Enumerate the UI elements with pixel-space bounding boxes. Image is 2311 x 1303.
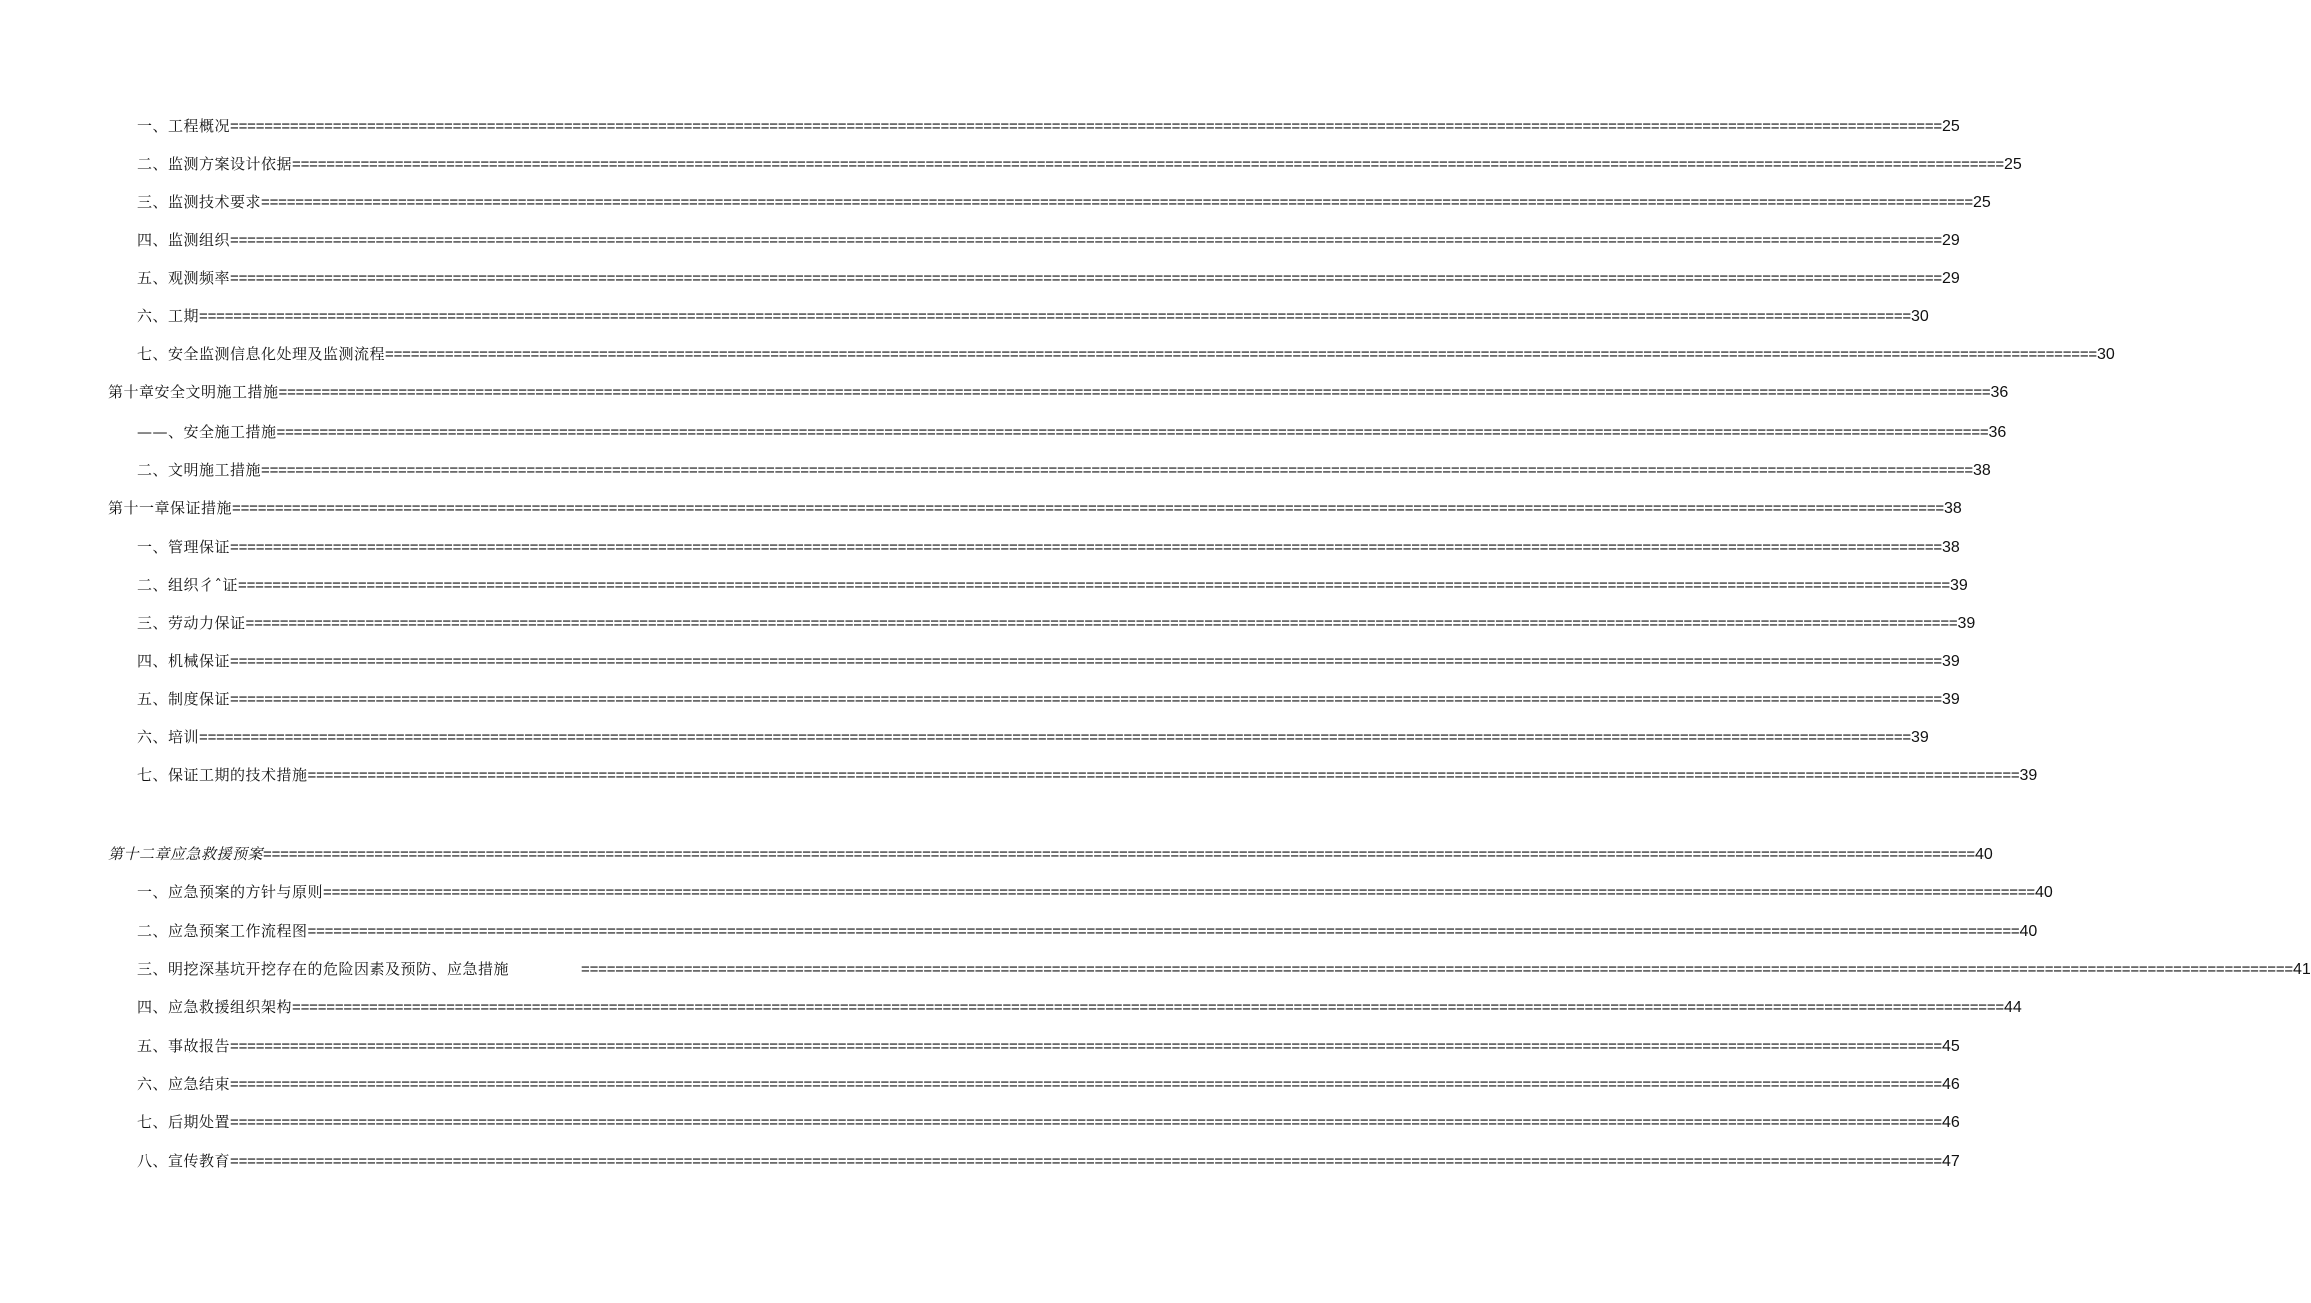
toc-leader: ======================================================================================================================================================================================================== xyxy=(581,961,2293,978)
toc-page-number: 29 xyxy=(1941,232,1960,249)
toc-leader: ======================================================================================================================================================================================================== xyxy=(307,923,2020,940)
toc-entry[interactable] xyxy=(137,919,2038,943)
toc-page-number: 38 xyxy=(1941,539,1960,556)
toc-entry[interactable] xyxy=(137,342,2115,366)
toc-leader: ======================================================================================================================================================================================================== xyxy=(261,462,1973,479)
toc-entry-title: 八、宣传教育 xyxy=(137,1152,231,1170)
toc-page-number: 25 xyxy=(2003,156,2022,173)
toc-leader: ======================================================================================================================================================================================================== xyxy=(276,424,1989,441)
toc-leader: ======================================================================================================================================================================================================== xyxy=(385,346,2097,363)
toc-entry-title: 二、应急预案工作流程图 xyxy=(137,922,308,940)
toc-page-number: 45 xyxy=(1941,1038,1960,1055)
toc-entry[interactable] xyxy=(137,114,1960,138)
toc-leader: ======================================================================================================================================================================================================== xyxy=(245,615,1958,632)
toc-page-number: 39 xyxy=(1910,729,1929,746)
toc-leader: ======================================================================================================================================================================================================== xyxy=(261,194,1973,211)
toc-entry-title: 第十二章应急救援预案 xyxy=(108,845,264,863)
toc-entry[interactable] xyxy=(108,496,1962,520)
toc-entry-title: 第十一章保证措施 xyxy=(108,499,233,517)
toc-entry[interactable] xyxy=(137,1110,1960,1134)
toc-page-number: 25 xyxy=(1972,194,1991,211)
toc-entry-title: 一、应急预案的方针与原则 xyxy=(137,883,324,901)
toc-entry[interactable] xyxy=(137,458,1991,482)
toc-page-number: 30 xyxy=(1910,308,1929,325)
toc-entry-title: 六、工期 xyxy=(137,307,200,325)
toc-leader: ======================================================================================================================================================================================================== xyxy=(230,1153,1942,1170)
toc-page-number: 47 xyxy=(1941,1153,1960,1170)
toc-entry[interactable] xyxy=(137,880,2053,904)
toc-leader: ======================================================================================================================================================================================================== xyxy=(307,767,2020,784)
toc-leader: ======================================================================================================================================================================================================== xyxy=(199,308,1911,325)
toc-entry-title: 七、安全监测信息化处理及监测流程 xyxy=(137,345,386,363)
toc-entry-title: 二、监测方案设计依据 xyxy=(137,155,293,173)
toc-page-number: 46 xyxy=(1941,1114,1960,1131)
toc-page-number: 36 xyxy=(1988,424,2007,441)
toc-entry[interactable] xyxy=(137,190,1991,214)
toc-entry[interactable] xyxy=(108,380,2009,404)
toc-page-number: 38 xyxy=(1972,462,1991,479)
toc-page-number: 39 xyxy=(1941,653,1960,670)
toc-page-number: 39 xyxy=(1949,577,1968,594)
toc-entry[interactable] xyxy=(137,725,1929,749)
toc-page-number: 46 xyxy=(1941,1076,1960,1093)
toc-page-number: 40 xyxy=(2019,923,2038,940)
toc-page-number: 39 xyxy=(1957,615,1976,632)
toc-page-number: 36 xyxy=(1990,384,2009,401)
toc-leader: ======================================================================================================================================================================================================== xyxy=(292,999,2004,1016)
toc-entry[interactable] xyxy=(108,842,1993,866)
toc-leader: ======================================================================================================================================================================================================== xyxy=(238,577,1950,594)
toc-entry-title: 第十章安全文明施工措施 xyxy=(108,383,279,401)
toc-entry-title: ——、安全施工措施 xyxy=(137,423,277,441)
toc-page-number: 40 xyxy=(1974,846,1993,863)
toc-leader: ======================================================================================================================================================================================================== xyxy=(230,539,1942,556)
toc-entry[interactable] xyxy=(137,420,2007,444)
toc-page-number: 41 xyxy=(2292,961,2311,978)
toc-page-number: 29 xyxy=(1941,270,1960,287)
toc-entry-title: 四、监测组织 xyxy=(137,231,231,249)
toc-leader: ======================================================================================================================================================================================================== xyxy=(230,118,1942,135)
toc-leader: ======================================================================================================================================================================================================== xyxy=(230,1114,1942,1131)
toc-entry[interactable] xyxy=(137,957,2311,981)
toc-page-number: 39 xyxy=(2019,767,2038,784)
toc-entry[interactable] xyxy=(137,573,1968,597)
toc-entry-title: 一、管理保证 xyxy=(137,538,231,556)
toc-entry-title: 六、培训 xyxy=(137,728,200,746)
toc-entry-title: 二、文明施工措施 xyxy=(137,461,262,479)
toc-entry[interactable] xyxy=(137,687,1960,711)
toc-entry-title: 四、机械保证 xyxy=(137,652,231,670)
toc-entry[interactable] xyxy=(137,649,1960,673)
toc-entry[interactable] xyxy=(137,1149,1960,1173)
toc-entry-title: 七、后期处置 xyxy=(137,1113,231,1131)
toc-entry-title: 五、观测频率 xyxy=(137,269,231,287)
toc-entry-title: 五、制度保证 xyxy=(137,690,231,708)
toc-entry[interactable] xyxy=(137,763,2038,787)
toc-entry-title: 三、明挖深基坑开挖存在的危险因素及预防、应急措施 xyxy=(137,960,510,978)
toc-entry-title: 三、监测技术要求 xyxy=(137,193,262,211)
toc-entry[interactable] xyxy=(137,304,1929,328)
toc-leader: ======================================================================================================================================================================================================== xyxy=(230,653,1942,670)
toc-page-number: 30 xyxy=(2096,346,2115,363)
toc-leader: ======================================================================================================================================================================================================== xyxy=(323,884,2035,901)
toc-entry-title: 二、组织彳ˆ证 xyxy=(137,576,239,594)
toc-page-number: 38 xyxy=(1943,500,1962,517)
toc-entry[interactable] xyxy=(137,266,1960,290)
toc-leader: ======================================================================================================================================================================================================== xyxy=(230,1076,1942,1093)
toc-entry-title: 七、保证工期的技术措施 xyxy=(137,766,308,784)
toc-entry[interactable] xyxy=(137,1034,1960,1058)
toc-entry[interactable] xyxy=(137,228,1960,252)
toc-page-number: 40 xyxy=(2034,884,2053,901)
toc-entry[interactable] xyxy=(137,1072,1960,1096)
toc-page-number: 44 xyxy=(2003,999,2022,1016)
toc-leader: ======================================================================================================================================================================================================== xyxy=(232,500,1944,517)
toc-leader: ======================================================================================================================================================================================================== xyxy=(230,270,1942,287)
toc-page-number: 25 xyxy=(1941,118,1960,135)
toc-entry-title: 一、工程概况 xyxy=(137,117,231,135)
toc-entry-title: 六、应急结束 xyxy=(137,1075,231,1093)
toc-entry[interactable] xyxy=(137,152,2022,176)
toc-entry[interactable] xyxy=(137,611,1976,635)
toc-page-number: 39 xyxy=(1941,691,1960,708)
toc-leader: ======================================================================================================================================================================================================== xyxy=(230,1038,1942,1055)
toc-entry-title: 四、应急救援组织架构 xyxy=(137,998,293,1016)
toc-leader: ======================================================================================================================================================================================================== xyxy=(292,156,2004,173)
toc-entry[interactable] xyxy=(137,535,1960,559)
toc-entry-title: 五、事故报告 xyxy=(137,1037,231,1055)
toc-leader: ======================================================================================================================================================================================================== xyxy=(263,846,1975,863)
toc-entry-title: 三、劳动力保证 xyxy=(137,614,246,632)
toc-leader: ======================================================================================================================================================================================================== xyxy=(230,691,1942,708)
toc-leader: ======================================================================================================================================================================================================== xyxy=(199,729,1911,746)
toc-entry[interactable] xyxy=(137,995,2022,1019)
toc-leader: ======================================================================================================================================================================================================== xyxy=(230,232,1942,249)
toc-leader: ======================================================================================================================================================================================================== xyxy=(278,384,1991,401)
